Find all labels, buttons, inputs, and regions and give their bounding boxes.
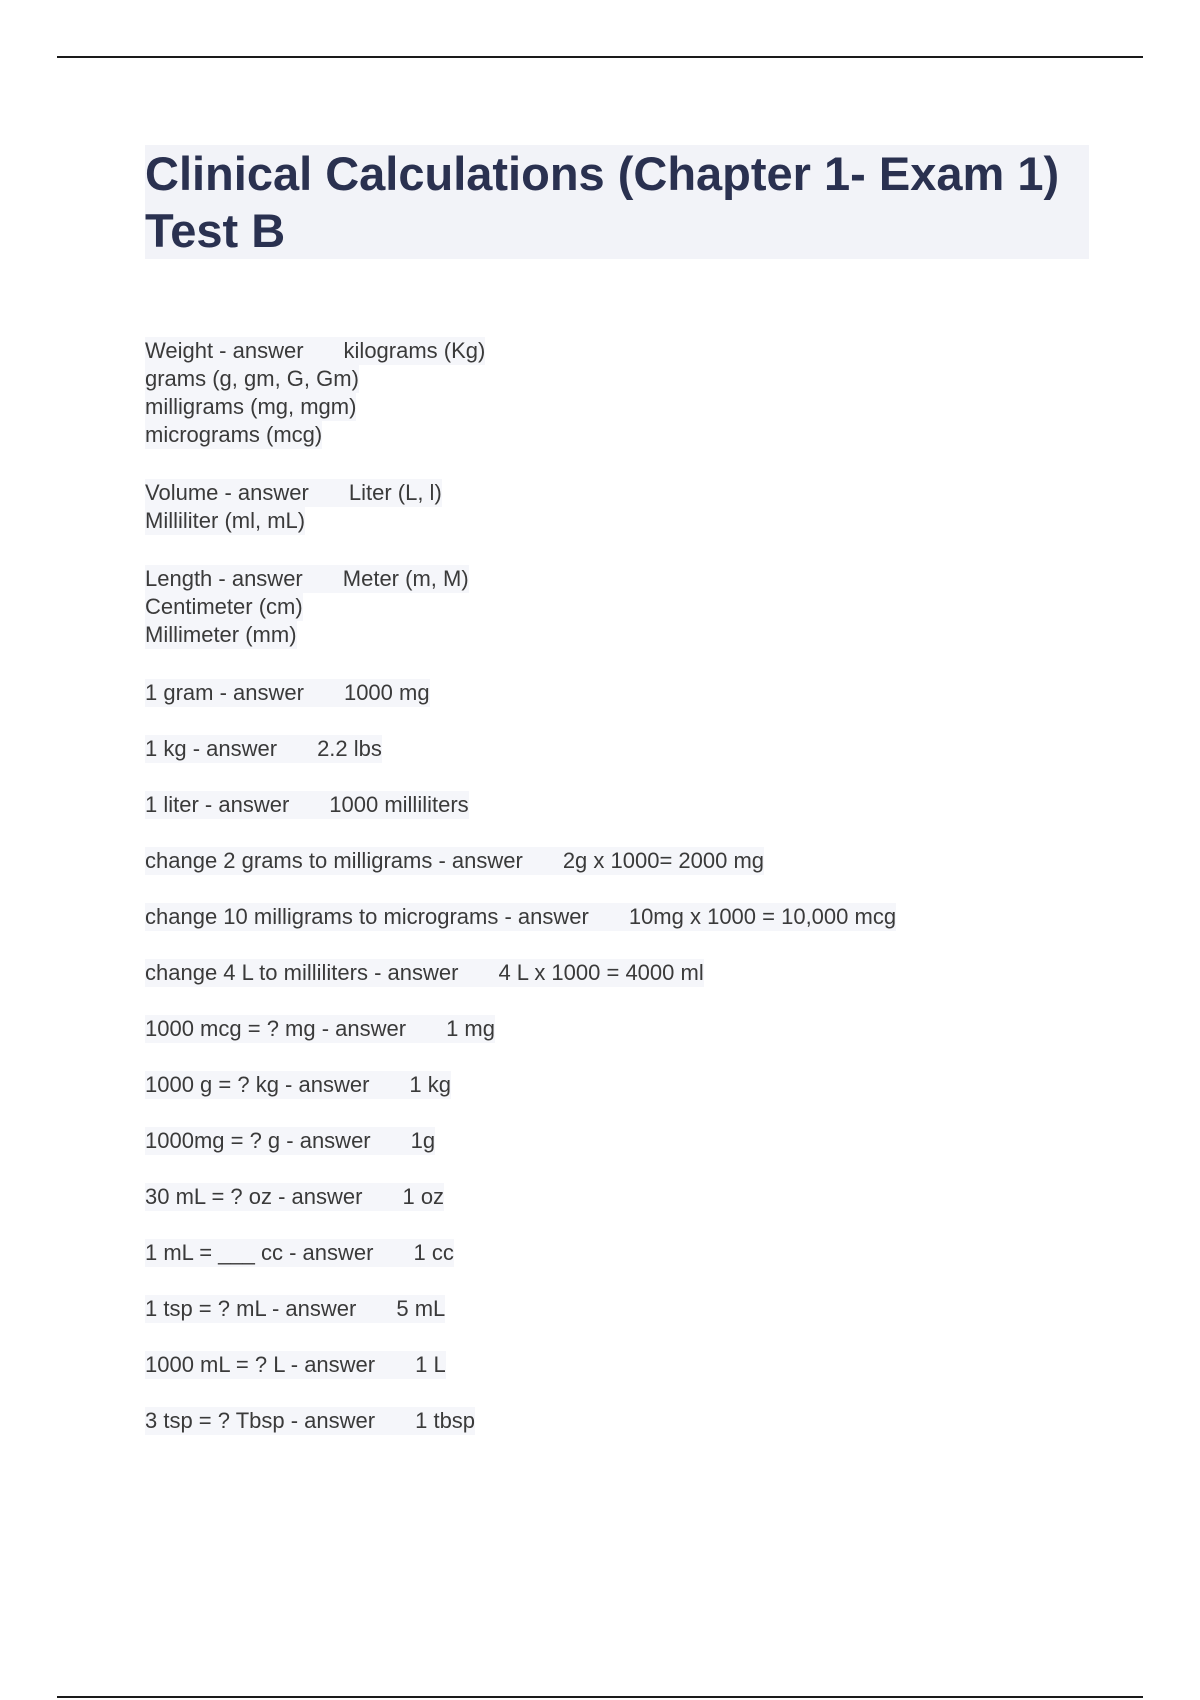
flashcard-item — [145, 337, 1145, 449]
flashcard-term: 30 mL = ? oz - answer — [145, 1184, 363, 1209]
flashcard-question-row — [145, 735, 1145, 763]
flashcard-item — [145, 479, 1145, 535]
flashcard-term: Weight - answer — [145, 338, 304, 363]
flashcard-answer-row — [145, 507, 1145, 535]
flashcard-line — [145, 1127, 435, 1155]
flashcard-term: 1000 g = ? kg - answer — [145, 1072, 370, 1097]
flashcard-item — [145, 735, 1145, 763]
flashcard-line — [145, 1015, 495, 1043]
flashcard-term: change 10 milligrams to micrograms - answer — [145, 904, 589, 929]
flashcard-line — [145, 565, 469, 593]
document-body — [145, 145, 1145, 1463]
flashcard-line — [145, 791, 469, 819]
flashcard-item — [145, 791, 1145, 819]
flashcard-question-row — [145, 1239, 1145, 1267]
flashcard-answer: 1 mg — [446, 1016, 495, 1041]
flashcard-term: 1 gram - answer — [145, 680, 304, 705]
flashcard-line — [145, 479, 442, 507]
flashcard-item — [145, 1239, 1145, 1267]
flashcard-answer: Meter (m, M) — [342, 566, 469, 591]
flashcard-line — [145, 593, 303, 621]
flashcard-item — [145, 1183, 1145, 1211]
flashcard-question-row — [145, 565, 1145, 593]
flashcard-line — [145, 1183, 444, 1211]
flashcard-question-row — [145, 959, 1145, 987]
flashcard-answer-row — [145, 621, 1145, 649]
top-rule — [57, 56, 1143, 58]
flashcard-question-row — [145, 1351, 1145, 1379]
flashcard-line — [145, 621, 297, 649]
flashcard-answer-row — [145, 365, 1145, 393]
flashcard-answer: kilograms (Kg) — [343, 338, 486, 363]
flashcard-answer: 1 tbsp — [415, 1408, 476, 1433]
flashcard-answer: 4 L x 1000 = 4000 ml — [498, 960, 704, 985]
flashcard-answer-row — [145, 593, 1145, 621]
flashcard-answer: 2g x 1000= 2000 mg — [562, 848, 765, 873]
flashcard-line — [145, 1407, 475, 1435]
flashcard-answer: 1 L — [415, 1352, 446, 1377]
flashcard-line — [145, 337, 485, 365]
flashcard-line — [145, 1239, 454, 1267]
flashcard-line — [145, 507, 305, 535]
flashcard-question-row — [145, 337, 1145, 365]
flashcard-answer: 1 oz — [402, 1184, 445, 1209]
flashcard-question-row — [145, 1071, 1145, 1099]
flashcard-line — [145, 365, 359, 393]
flashcard-answer-row — [145, 421, 1145, 449]
flashcard-line — [145, 959, 704, 987]
flashcard-item — [145, 1127, 1145, 1155]
flashcard-answer: Millimeter (mm) — [145, 622, 297, 647]
flashcard-answer: Liter (L, l) — [348, 480, 442, 505]
flashcard-question-row — [145, 1015, 1145, 1043]
flashcard-question-row — [145, 479, 1145, 507]
flashcard-answer: 10mg x 1000 = 10,000 mcg — [628, 904, 897, 929]
flashcard-line — [145, 847, 764, 875]
flashcard-term: 1 liter - answer — [145, 792, 290, 817]
flashcard-question-row — [145, 1407, 1145, 1435]
flashcard-term: change 4 L to milliliters - answer — [145, 960, 459, 985]
flashcard-item — [145, 903, 1145, 931]
flashcard-term: Volume - answer — [145, 480, 309, 505]
flashcard-question-row — [145, 847, 1145, 875]
flashcard-line — [145, 735, 382, 763]
flashcard-line — [145, 679, 430, 707]
flashcard-item — [145, 847, 1145, 875]
flashcard-answer: 5 mL — [396, 1296, 446, 1321]
flashcard-answer: milligrams (mg, mgm) — [145, 394, 357, 419]
title-line-1: Clinical Calculations (Chapter 1- Exam 1) — [145, 147, 1060, 200]
flashcard-line — [145, 1295, 445, 1323]
flashcard-item — [145, 1071, 1145, 1099]
flashcard-line — [145, 393, 356, 421]
flashcard-list — [145, 337, 1145, 1435]
title-line-2: Test B — [145, 204, 286, 257]
flashcard-line — [145, 421, 322, 449]
flashcard-answer: 1000 mg — [343, 680, 430, 705]
flashcard-item — [145, 565, 1145, 649]
flashcard-line — [145, 1071, 451, 1099]
document-title — [145, 145, 1089, 259]
flashcard-item — [145, 1351, 1145, 1379]
flashcard-answer: 1000 milliliters — [329, 792, 469, 817]
flashcard-answer: grams (g, gm, G, Gm) — [145, 366, 359, 391]
flashcard-question-row — [145, 679, 1145, 707]
flashcard-question-row — [145, 791, 1145, 819]
flashcard-line — [145, 903, 896, 931]
flashcard-term: 1000 mcg = ? mg - answer — [145, 1016, 407, 1041]
flashcard-question-row — [145, 1127, 1145, 1155]
flashcard-term: 1 mL = ___ cc - answer — [145, 1240, 374, 1265]
flashcard-answer: 1g — [410, 1128, 436, 1153]
flashcard-term: 1000mg = ? g - answer — [145, 1128, 371, 1153]
flashcard-term: 1000 mL = ? L - answer — [145, 1352, 376, 1377]
flashcard-answer: Centimeter (cm) — [145, 594, 303, 619]
flashcard-term: 1 kg - answer — [145, 736, 278, 761]
bottom-rule — [57, 1696, 1143, 1698]
flashcard-item — [145, 1295, 1145, 1323]
flashcard-answer-row — [145, 393, 1145, 421]
flashcard-term: 3 tsp = ? Tbsp - answer — [145, 1408, 376, 1433]
flashcard-item — [145, 1015, 1145, 1043]
flashcard-question-row — [145, 903, 1145, 931]
flashcard-answer: 1 cc — [413, 1240, 454, 1265]
flashcard-item — [145, 679, 1145, 707]
flashcard-term: Length - answer — [145, 566, 303, 591]
flashcard-answer: 1 kg — [409, 1072, 452, 1097]
flashcard-item — [145, 959, 1145, 987]
flashcard-line — [145, 1351, 446, 1379]
flashcard-question-row — [145, 1295, 1145, 1323]
flashcard-question-row — [145, 1183, 1145, 1211]
flashcard-term: change 2 grams to milligrams - answer — [145, 848, 523, 873]
flashcard-term: 1 tsp = ? mL - answer — [145, 1296, 357, 1321]
flashcard-item — [145, 1407, 1145, 1435]
flashcard-answer: Milliliter (ml, mL) — [145, 508, 306, 533]
flashcard-answer: micrograms (mcg) — [145, 422, 323, 447]
flashcard-answer: 2.2 lbs — [317, 736, 382, 761]
